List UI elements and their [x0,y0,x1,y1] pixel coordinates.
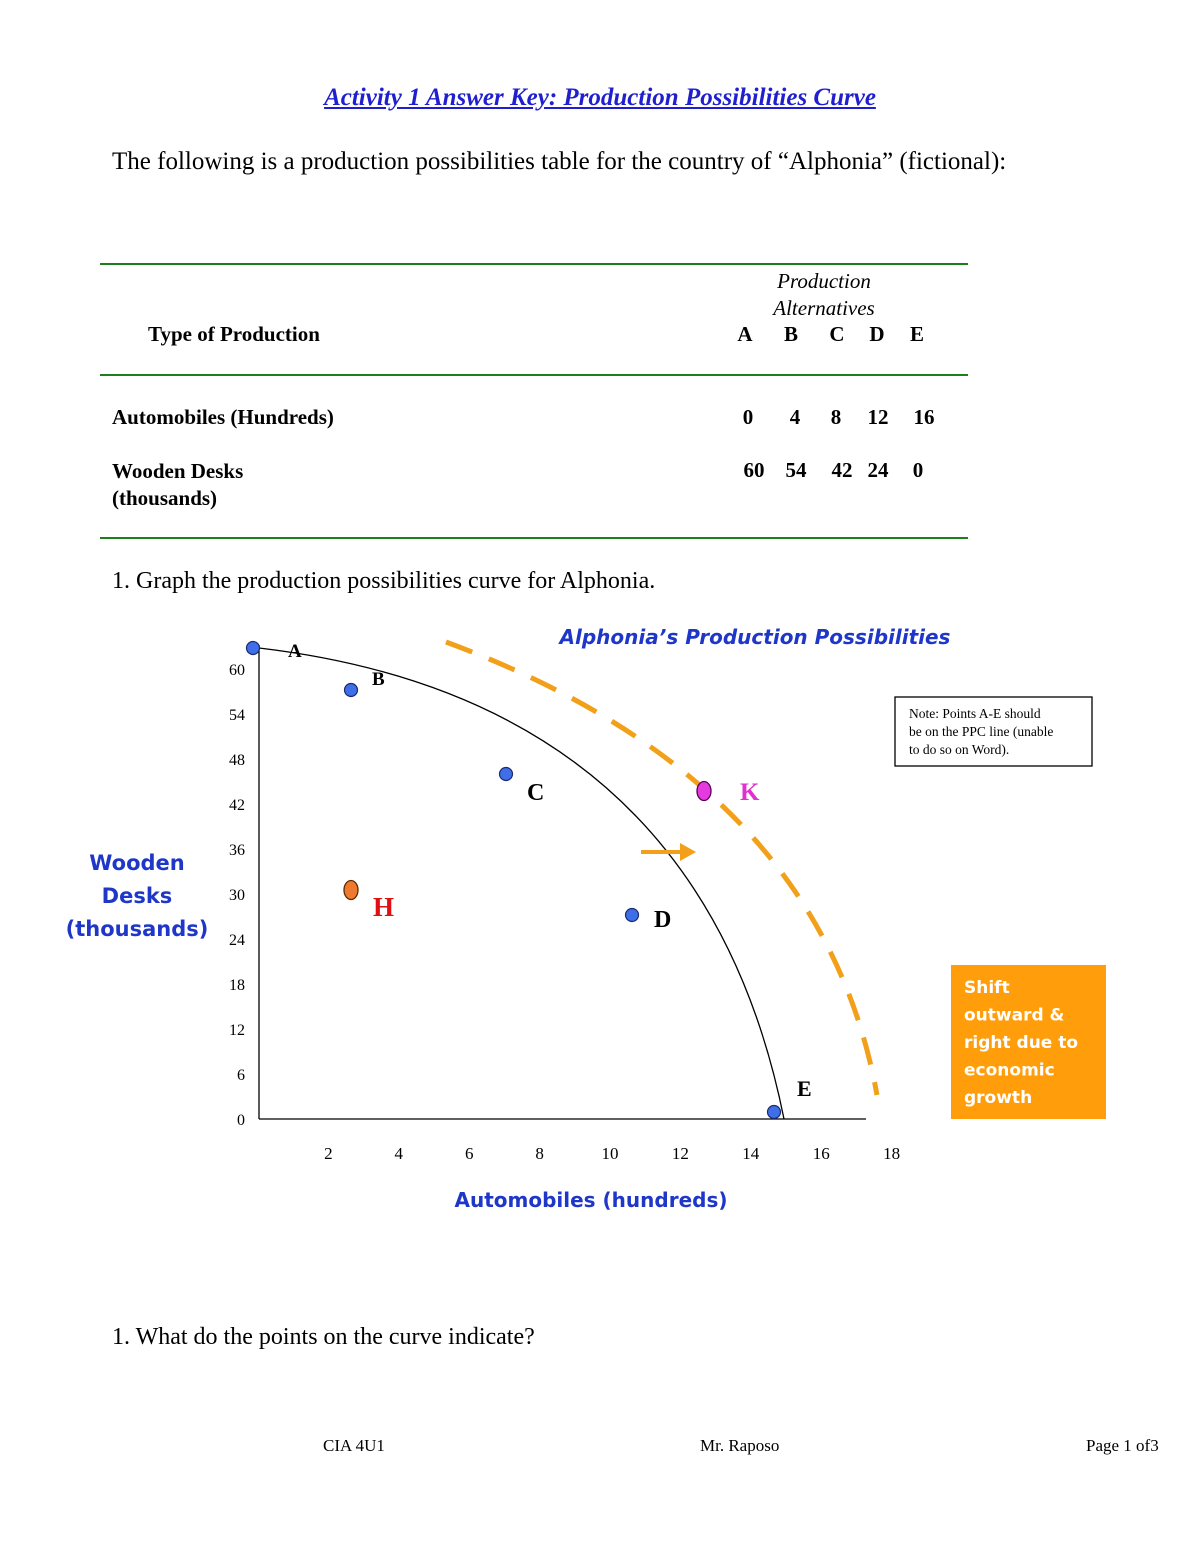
point-label-k: K [740,779,760,806]
footer-course: CIA 4U1 [323,1436,385,1455]
note-text: to do so on Word). [909,742,1010,757]
shift-box-text: growth [964,1088,1033,1108]
y-tick-label: 36 [229,842,245,859]
footer-teacher: Mr. Raposo [700,1436,780,1455]
y-axis-title: Wooden [89,851,185,875]
table-cell: 16 [913,405,935,429]
y-axis-title: (thousands) [65,917,209,941]
y-tick-label: 6 [237,1067,245,1084]
table-cell: 0 [912,458,924,482]
footer-page-number: Page 1 of3 [1086,1436,1159,1455]
type-of-production-header: Type of Production [148,322,320,346]
x-tick-label: 8 [535,1144,544,1163]
x-tick-label: 10 [601,1144,619,1163]
ppc-curve [259,648,784,1119]
table-cell: 24 [867,458,889,482]
question-points: 1. What do the points on the curve indicate? [112,1324,535,1350]
point-b [345,684,358,697]
point-label-a: A [288,641,302,662]
point-label-b: B [372,669,385,690]
note-text: Note: Points A-E should [909,706,1041,721]
y-tick-label: 54 [229,707,245,724]
point-c [500,768,513,781]
table-cell: 12 [867,405,889,429]
x-tick-label: 2 [324,1144,333,1163]
y-tick-label: 0 [237,1112,245,1129]
chart-title: Alphonia’s Production Possibilities [559,625,951,649]
y-tick-label: 42 [229,797,245,814]
point-label-e: E [797,1076,812,1101]
x-tick-label: 6 [464,1144,474,1163]
shift-box-text: right due to [964,1033,1079,1053]
y-tick-label: 12 [229,1022,245,1039]
shift-box-text: economic [964,1060,1055,1081]
table-cell: 54 [785,458,807,482]
shift-box-text: outward & [964,1005,1065,1026]
y-tick-label: 60 [229,662,245,679]
point-a [247,642,260,655]
shifted-ppc-curve [446,642,877,1095]
shift-box-text: Shift [964,978,1010,998]
point-k [697,782,711,801]
point-label-c: C [527,780,545,806]
column-header-a: A [737,322,753,346]
x-tick-label: 4 [394,1144,404,1163]
row-label-automobiles: Automobiles (Hundreds) [112,405,334,429]
production-alternatives-header: Production Alternatives [773,269,875,320]
y-tick-label: 24 [229,932,245,949]
table-cell: 42 [831,458,853,482]
x-tick-label: 14 [742,1144,760,1163]
table-cell: 4 [789,405,801,429]
column-header-d: D [869,322,885,346]
column-header-e: E [909,322,924,346]
column-header-b: B [783,322,798,346]
row-label-wooden-desks: Wooden Desks (thousands) [112,459,244,510]
x-tick-label: 12 [671,1144,689,1163]
table-cell: 60 [743,458,765,482]
table-cell: 0 [742,405,754,429]
x-tick-label: 16 [812,1144,830,1163]
column-header-c: C [829,322,845,346]
point-label-d: D [654,907,672,933]
y-tick-label: 18 [229,977,245,994]
point-h [344,881,358,900]
x-axis-title: Automobiles (hundreds) [454,1188,728,1212]
y-axis-title: Desks [101,884,173,908]
note-text: be on the PPC line (unable [909,724,1054,739]
shift-arrow-head [680,843,696,861]
y-tick-label: 30 [229,887,245,904]
question-graph: 1. Graph the production possibilities curve for Alphonia. [112,568,656,594]
y-tick-label: 48 [229,752,245,769]
point-e [768,1106,781,1119]
point-label-h: H [373,892,395,922]
x-tick-label: 18 [883,1144,901,1163]
table-cell: 8 [830,405,842,429]
intro-text: The following is a production possibilities table for the country of “Alphonia” (fictional): [112,148,1007,175]
point-d [626,909,639,922]
page-title: Activity 1 Answer Key: Production Possibilities Curve [324,84,876,111]
